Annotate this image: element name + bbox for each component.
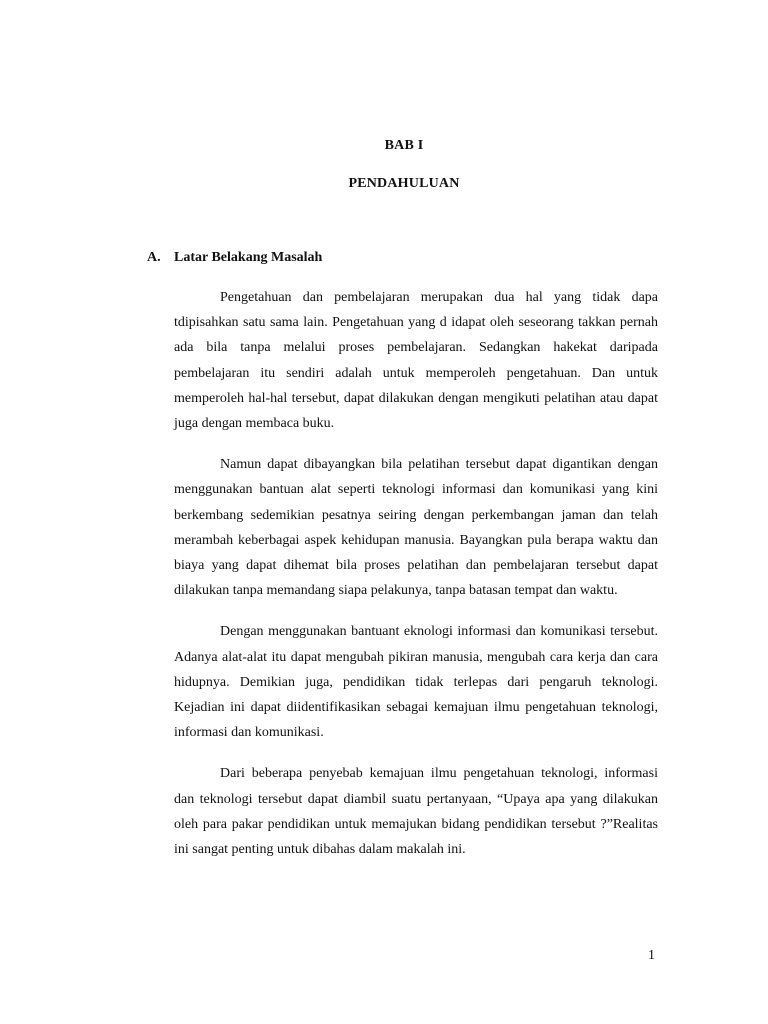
chapter-label: BAB I bbox=[384, 138, 424, 153]
paragraph: Dengan menggunakan bantuant eknologi informasi dan komunikasi tersebut. Adanya alat-alat itu dapat mengubah pikiran manusia, mengubah cara kerja dan cara hidupnya. Demikian juga, pendidikan tidak terlepas dari pengaruh teknologi. Kejadian ini dapat diidentifikasikan sebagai kemajuan ilmu pengetahuan teknologi, informasi dan komunikasi. bbox=[174, 624, 658, 741]
chapter-title: PENDAHULUAN bbox=[348, 176, 460, 191]
paragraph: Dari beberapa penyebab kemajuan ilmu pengetahuan teknologi, informasi dan teknologi tersebut dapat diambil suatu pertanyaan, “Upaya apa yang dilakukan oleh para pakar pendidikan untuk memajukan bidang pendidikan tersebut ?”Realitas ini sangat penting untuk dibahas dalam makalah ini. bbox=[174, 766, 658, 858]
body-text bbox=[174, 285, 658, 878]
page-number: 1 bbox=[648, 948, 655, 963]
paragraph: Namun dapat dibayangkan bila pelatihan tersebut dapat digantikan dengan menggunakan bantuan alat seperti teknologi informasi dan komunikasi yang kini berkembang sedemikian pesatnya seiring dengan perkembangan jaman dan telah merambah keberbagai aspek kehidupan manusia. Bayangkan pula berapa waktu dan biaya yang dapat dihemat bila proses pelatihan dan pembelajaran tersebut dapat dilakukan tanpa memandang siapa pelakunya, tanpa batasan tempat dan waktu. bbox=[174, 457, 658, 599]
section-title: Latar Belakang Masalah bbox=[174, 250, 323, 265]
section-heading bbox=[147, 250, 322, 266]
paragraph: Pengetahuan dan pembelajaran merupakan dua hal yang tidak dapa tdipisahkan satu sama lain. Pengetahuan yang d idapat oleh seseorang takkan pernah ada bila tanpa melalui proses pembelajaran. Sedangkan hakekat daripada pembelajaran itu sendiri adalah untuk memperoleh pengetahuan. Dan untuk memperoleh hal-hal tersebut, dapat dilakukan dengan mengikuti pelatihan atau dapat juga dengan membaca buku. bbox=[174, 290, 658, 432]
section-number: A. bbox=[147, 250, 161, 265]
